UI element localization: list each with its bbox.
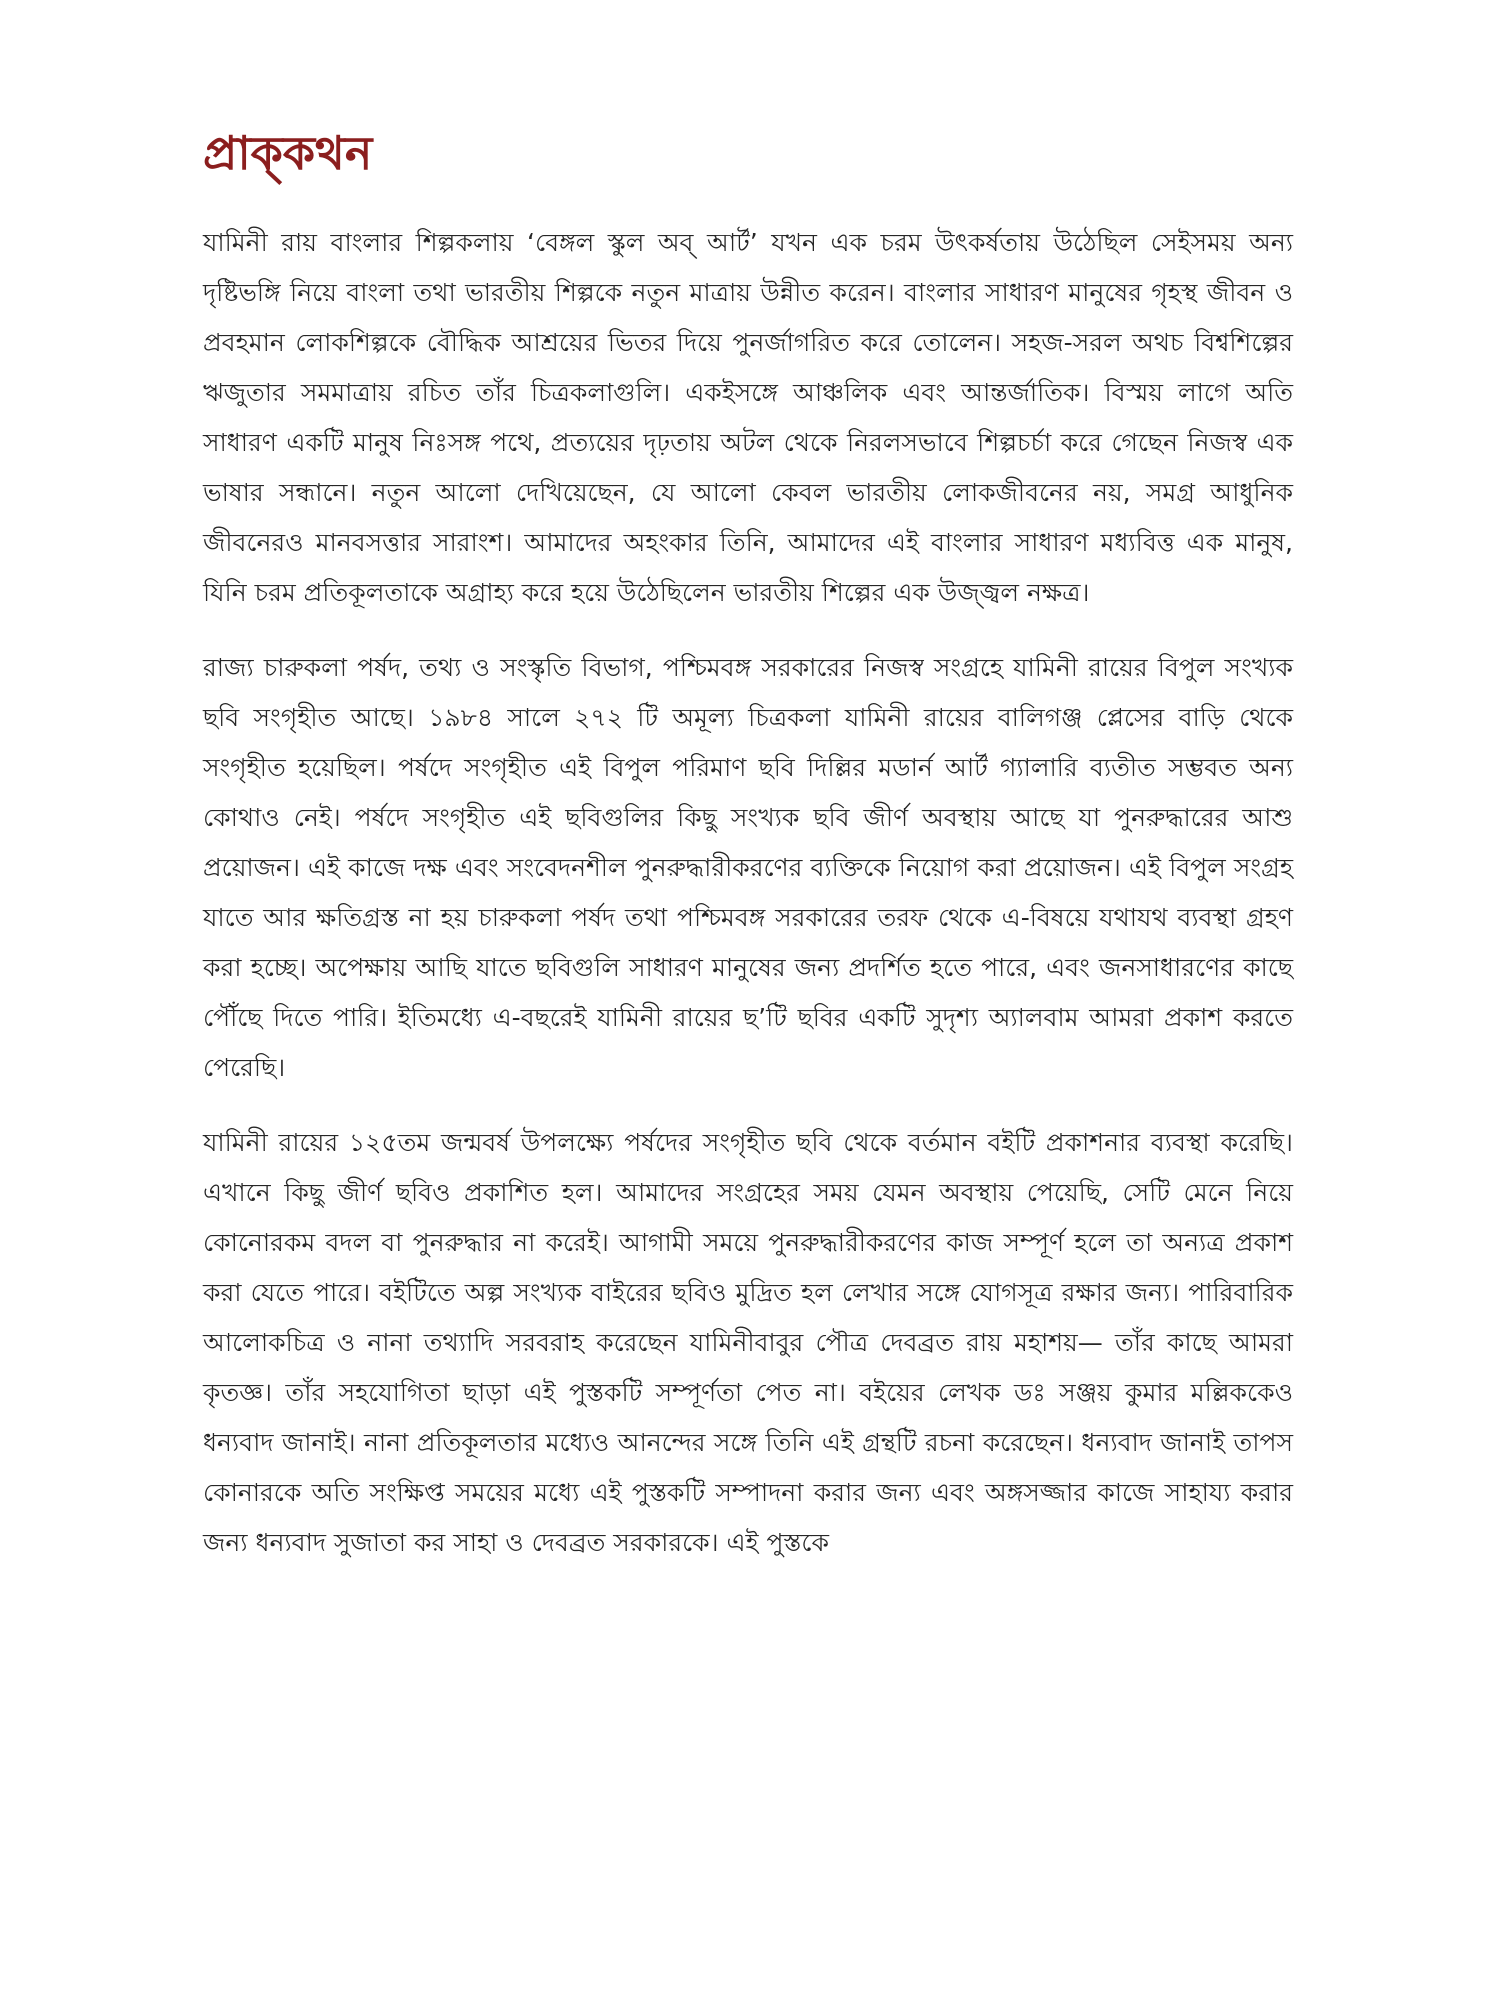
page-title: প্রাক্‌কথন <box>203 126 373 180</box>
paragraph-3: যামিনী রায়ের ১২৫তম জন্মবর্ষ উপলক্ষ্যে পর্ষদের সংগৃহীত ছবি থেকে বর্তমান বইটি প্রকাশনার ব্যবস্থা করেছি। এখানে কিছু জীর্ণ ছবিও প্রকাশিত হল। আমাদের সংগ্রহের সময় যেমন অবস্থায় পেয়েছি, সেটি মেনে নিয়ে কোনোরকম বদল বা পুনরুদ্ধার না করেই। আগামী সময়ে পুনরুদ্ধারীকরণের কাজ সম্পূর্ণ হলে তা অন্যত্র প্রকাশ করা যেতে পারে। বইটিতে অল্প সংখ্যক বাইরের ছবিও মুদ্রিত হল লেখার সঙ্গে যোগসূত্র রক্ষার জন্য। পারিবারিক আলোকচিত্র ও নানা তথ্যাদি সরবরাহ করেছেন যামিনীবাবুর পৌত্র দেবব্রত রায় মহাশয়— তাঁর কাছে আমরা কৃতজ্ঞ। তাঁর সহযোগিতা ছাড়া এই পুস্তকটি সম্পূর্ণতা পেত না। বইয়ের লেখক ডঃ সঞ্জয় কুমার মল্লিককেও ধন্যবাদ জানাই। নানা প্রতিকূলতার মধ্যেও আনন্দের সঙ্গে তিনি এই গ্রন্থটি রচনা করেছেন। ধন্যবাদ জানাই তাপস কোনারকে অতি সংক্ষিপ্ত সময়ের মধ্যে এই পুস্তকটি সম্পাদনা করার জন্য এবং অঙ্গসজ্জার কাজে সাহায্য করার জন্য ধন্যবাদ সুজাতা কর সাহা ও দেবব্রত সরকারকে। এই পুস্তকে <box>203 1128 1293 1557</box>
body-text <box>203 218 1293 1593</box>
paragraph-1: যামিনী রায় বাংলার শিল্পকলায় ‘বেঙ্গল স্কুল অব্‌ আর্ট’ যখন এক চরম উৎকর্ষতায় উঠেছিল সেইসময় অন্য দৃষ্টিভঙ্গি নিয়ে বাংলা তথা ভারতীয় শিল্পকে নতুন মাত্রায় উন্নীত করেন। বাংলার সাধারণ মানুষের গৃহস্থ জীবন ও প্রবহমান লোকশিল্পকে বৌদ্ধিক আশ্রয়ের ভিতর দিয়ে পুনর্জাগরিত করে তোলেন। সহজ-সরল অথচ বিশ্বশিল্পের ঋজুতার সমমাত্রায় রচিত তাঁর চিত্রকলাগুলি। একইসঙ্গে আঞ্চলিক এবং আন্তর্জাতিক। বিস্ময় লাগে অতি সাধারণ একটি মানুষ নিঃসঙ্গ পথে, প্রত্যয়ের দৃঢ়তায় অটল থেকে নিরলসভাবে শিল্পচর্চা করে গেছেন নিজস্ব এক ভাষার সন্ধানে। নতুন আলো দেখিয়েছেন, যে আলো কেবল ভারতীয় লোকজীবনের নয়, সমগ্র আধুনিক জীবনেরও মানবসত্তার সারাংশ। আমাদের অহংকার তিনি, আমাদের এই বাংলার সাধারণ মধ্যবিত্ত এক মানুষ, যিনি চরম প্রতিকূলতাকে অগ্রাহ্য করে হয়ে উঠেছিলেন ভারতীয় শিল্পের এক উজ্জ্বল নক্ষত্র। <box>203 228 1293 607</box>
paragraph-2: রাজ্য চারুকলা পর্ষদ, তথ্য ও সংস্কৃতি বিভাগ, পশ্চিমবঙ্গ সরকারের নিজস্ব সংগ্রহে যামিনী রায়ের বিপুল সংখ্যক ছবি সংগৃহীত আছে। ১৯৮৪ সালে ২৭২ টি অমূল্য চিত্রকলা যামিনী রায়ের বালিগঞ্জ প্লেসের বাড়ি থেকে সংগৃহীত হয়েছিল। পর্ষদে সংগৃহীত এই বিপুল পরিমাণ ছবি দিল্লির মডার্ন আর্ট গ্যালারি ব্যতীত সম্ভবত অন্য কোথাও নেই। পর্ষদে সংগৃহীত এই ছবিগুলির কিছু সংখ্যক ছবি জীর্ণ অবস্থায় আছে যা পুনরুদ্ধারের আশু প্রয়োজন। এই কাজে দক্ষ এবং সংবেদনশীল পুনরুদ্ধারীকরণের ব্যক্তিকে নিয়োগ করা প্রয়োজন। এই বিপুল সংগ্রহ যাতে আর ক্ষতিগ্রস্ত না হয় চারুকলা পর্ষদ তথা পশ্চিমবঙ্গ সরকারের তরফ থেকে এ-বিষয়ে যথাযথ ব্যবস্থা গ্রহণ করা হচ্ছে। অপেক্ষায় আছি যাতে ছবিগুলি সাধারণ মানুষের জন্য প্রদর্শিত হতে পারে, এবং জনসাধারণের কাছে পৌঁছে দিতে পারি। ইতিমধ্যে এ-বছরেই যামিনী রায়ের ছ’টি ছবির একটি সুদৃশ্য অ্যালবাম আমরা প্রকাশ করতে পেরেছি। <box>203 653 1293 1082</box>
